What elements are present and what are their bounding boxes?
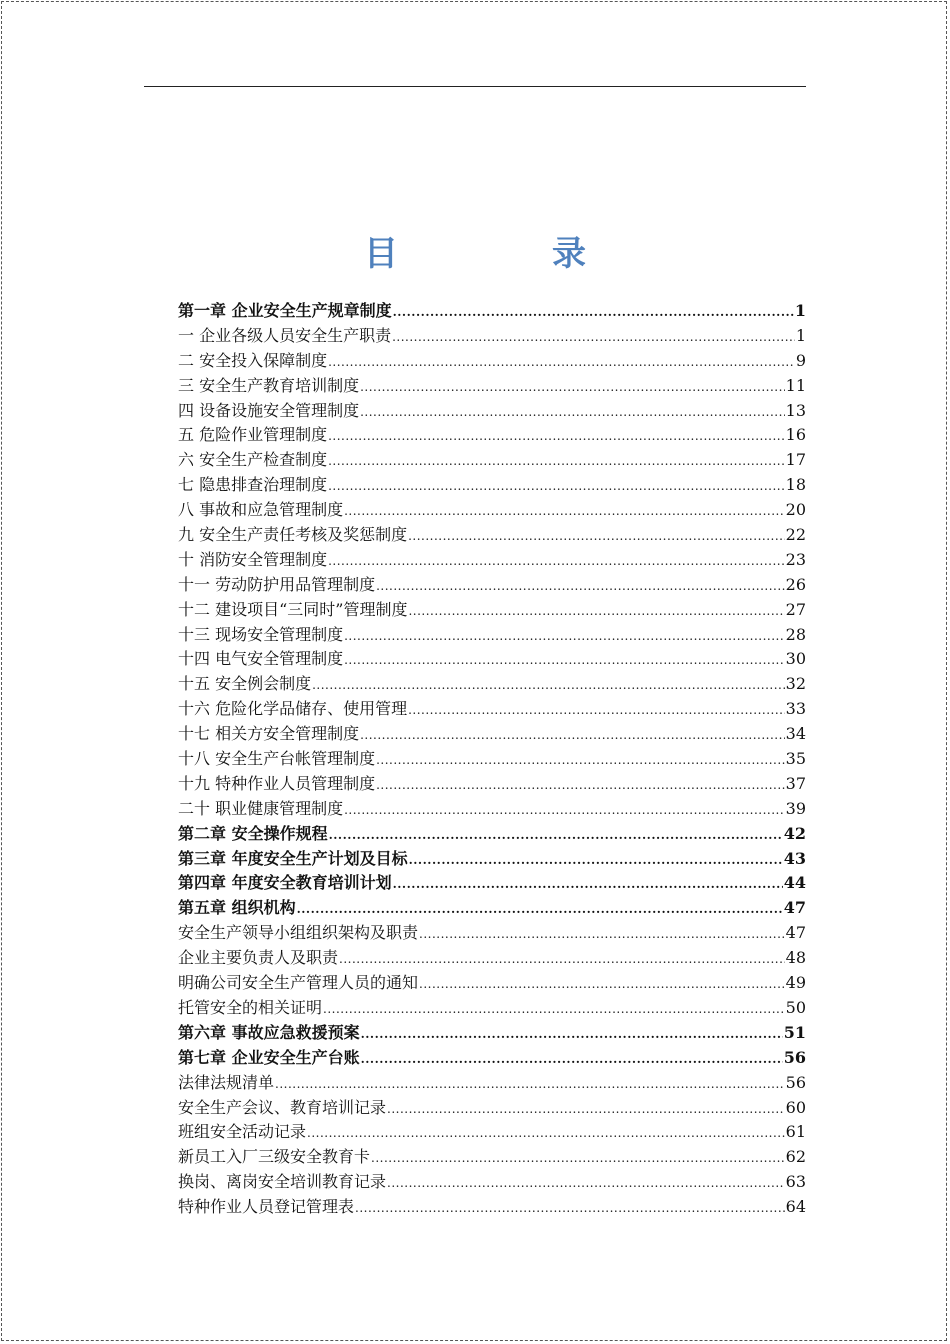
toc-entry-leader: [307, 1121, 785, 1146]
toc-entry[interactable]: [178, 797, 806, 822]
toc-entry-label: 第一章 企业安全生产规章制度: [178, 301, 392, 320]
toc-entry-leader: [312, 673, 785, 698]
toc-entry-label: 安全生产会议、教育培训记录: [178, 1097, 387, 1117]
toc-entry[interactable]: [178, 1021, 806, 1046]
toc-entry-label: 四 设备设施安全管理制度: [178, 400, 360, 420]
header-rule: [144, 86, 806, 87]
toc-entry-leader: [376, 574, 785, 599]
toc-entry-label: 十一 劳动防护用品管理制度: [178, 574, 376, 594]
toc-entry-leader: [361, 1022, 783, 1047]
toc-entry-page: 43: [783, 848, 806, 868]
toc-entry-page: 47: [785, 923, 806, 943]
toc-entry[interactable]: [178, 399, 806, 424]
toc-entry-label: 二 安全投入保障制度: [178, 350, 328, 370]
toc-entry-leader: [344, 499, 785, 524]
toc-entry-label: 明确公司安全生产管理人员的通知: [178, 973, 419, 993]
toc-entry-page: 33: [785, 699, 806, 719]
toc-entry-page: 17: [785, 450, 806, 470]
toc-entry-leader: [329, 823, 783, 848]
toc-entry-leader: [328, 549, 785, 574]
toc-entry-page: 37: [785, 773, 806, 793]
toc-entry-label: 一 企业各级人员安全生产职责: [178, 325, 392, 345]
toc-entry-page: 1: [794, 301, 806, 320]
toc-entry-label: 七 隐患排查治理制度: [178, 475, 328, 495]
toc-entry-leader: [387, 1171, 785, 1196]
toc-entry-label: 十七 相关方安全管理制度: [178, 724, 360, 744]
toc-entry-page: 22: [785, 525, 806, 545]
toc-entry-leader: [323, 997, 785, 1022]
toc-entry-leader: [297, 897, 783, 922]
toc-entry-leader: [344, 648, 785, 673]
toc-entry-leader: [419, 972, 785, 997]
toc-entry[interactable]: [178, 772, 806, 797]
toc-entry-leader: [339, 947, 785, 972]
toc-entry-leader: [409, 848, 783, 873]
toc-entry[interactable]: [178, 548, 806, 573]
toc-entry-page: 16: [785, 425, 806, 445]
toc-entry-leader: [393, 300, 794, 325]
toc-entry-label: 第七章 企业安全生产台账: [178, 1047, 360, 1067]
toc-entry-leader: [408, 698, 785, 723]
toc-entry-label: 十二 建设项目“三同时”管理制度: [178, 599, 408, 619]
toc-entry[interactable]: [178, 324, 806, 349]
toc-entry-page: 47: [783, 898, 806, 918]
toc-entry-leader: [360, 723, 785, 748]
toc-entry-leader: [419, 922, 785, 947]
toc-entry-label: 九 安全生产责任考核及奖惩制度: [178, 525, 408, 545]
toc-entry-page: 20: [785, 500, 806, 520]
toc-entry[interactable]: [178, 623, 806, 648]
toc-entry-page: 56: [783, 1047, 806, 1067]
toc-entry-leader: [328, 424, 785, 449]
toc-entry-label: 十九 特种作业人员管理制度: [178, 773, 376, 793]
toc-entry-page: 18: [785, 475, 806, 495]
toc-entry-page: 56: [785, 1072, 806, 1092]
toc-entry-label: 十六 危险化学品储存、使用管理: [178, 699, 408, 719]
toc-entry-page: 27: [785, 599, 806, 619]
toc-entry-label: 十 消防安全管理制度: [178, 549, 328, 569]
toc-entry[interactable]: [178, 697, 806, 722]
toc-entry-leader: [328, 474, 785, 499]
toc-entry-label: 五 危险作业管理制度: [178, 425, 328, 445]
toc-entry-page: 50: [785, 997, 806, 1017]
toc-entry[interactable]: [178, 1195, 806, 1220]
toc-entry[interactable]: [178, 498, 806, 523]
toc-entry-label: 六 安全生产检查制度: [178, 450, 328, 470]
toc-entry-page: 51: [783, 1022, 806, 1042]
toc-entry-page: 64: [785, 1197, 806, 1217]
toc-entry-leader: [344, 624, 785, 649]
toc-entry-label: 企业主要负责人及职责: [178, 948, 339, 968]
toc-entry-label: 换岗、离岗安全培训教育记录: [178, 1172, 387, 1192]
toc-entry-page: 61: [785, 1122, 806, 1142]
toc-entry-leader: [376, 748, 785, 773]
toc-entry-leader: [376, 773, 785, 798]
toc-entry-label: 第二章 安全操作规程: [178, 823, 328, 843]
toc-entry[interactable]: [178, 374, 806, 399]
toc-entry-label: 十三 现场安全管理制度: [178, 624, 344, 644]
toc-entry[interactable]: [178, 822, 806, 847]
toc-entry-page: 23: [785, 549, 806, 569]
toc-entry-page: 62: [785, 1147, 806, 1167]
toc-entry[interactable]: [178, 647, 806, 672]
toc-entry-leader: [392, 325, 795, 350]
toc-entry-label: 十五 安全例会制度: [178, 674, 312, 694]
toc-entry[interactable]: [178, 349, 806, 374]
toc-entry-label: 第五章 组织机构: [178, 898, 296, 918]
toc-entry[interactable]: [178, 1071, 806, 1096]
toc-entry[interactable]: [178, 747, 806, 772]
toc-entry-page: 35: [785, 749, 806, 769]
toc-entry-page: 26: [785, 574, 806, 594]
toc-entry-label: 二十 职业健康管理制度: [178, 798, 344, 818]
toc-entry-page: 32: [785, 674, 806, 694]
toc-entry-label: 特种作业人员登记管理表: [178, 1197, 355, 1217]
toc-entry-label: 三 安全生产教育培训制度: [178, 375, 360, 395]
toc-entry[interactable]: [178, 672, 806, 697]
toc-entry[interactable]: [178, 573, 806, 598]
toc-entry-label: 第六章 事故应急救援预案: [178, 1022, 360, 1042]
toc-entry-label: 新员工入厂三级安全教育卡: [178, 1147, 371, 1167]
toc-entry[interactable]: [178, 996, 806, 1021]
toc-title: 目 录: [364, 234, 646, 274]
toc-entry-leader: [355, 1196, 785, 1221]
toc-entry[interactable]: [178, 1046, 806, 1071]
toc-entry-label: 托管安全的相关证明: [178, 997, 323, 1017]
toc-entry[interactable]: [178, 473, 806, 498]
toc-entry[interactable]: [178, 1145, 806, 1170]
toc-entry-page: 34: [785, 724, 806, 744]
toc-entry-page: 28: [785, 624, 806, 644]
toc-entry[interactable]: [178, 598, 806, 623]
toc-entry-leader: [408, 524, 785, 549]
toc-entry-leader: [361, 1047, 783, 1072]
toc-entry-leader: [328, 449, 785, 474]
toc-entry-leader: [408, 599, 784, 624]
toc-entry[interactable]: [178, 423, 806, 448]
toc-entry-leader: [393, 872, 783, 897]
toc-entry-page: 60: [785, 1097, 806, 1117]
toc-entry-leader: [387, 1097, 785, 1122]
table-of-contents: [178, 299, 806, 1220]
toc-entry-label: 八 事故和应急管理制度: [178, 500, 344, 520]
toc-entry-label: 十四 电气安全管理制度: [178, 649, 344, 669]
toc-entry-page: 44: [783, 873, 806, 893]
toc-entry-page: 9: [795, 350, 806, 370]
toc-entry-label: 班组安全活动记录: [178, 1122, 307, 1142]
toc-entry[interactable]: [178, 946, 806, 971]
toc-entry[interactable]: [178, 847, 806, 872]
toc-entry[interactable]: [178, 299, 806, 324]
toc-entry-page: 13: [785, 400, 806, 420]
toc-entry-leader: [344, 798, 785, 823]
toc-entry-page: 1: [795, 325, 806, 345]
toc-entry[interactable]: [178, 871, 806, 896]
toc-entry[interactable]: [178, 1170, 806, 1195]
toc-entry[interactable]: [178, 896, 806, 921]
toc-entry[interactable]: [178, 722, 806, 747]
toc-entry-page: 48: [785, 948, 806, 968]
toc-entry-leader: [360, 375, 785, 400]
toc-entry-page: 39: [785, 798, 806, 818]
toc-entry-page: 30: [785, 649, 806, 669]
toc-entry-leader: [328, 350, 795, 375]
toc-entry-leader: [275, 1072, 785, 1097]
toc-entry[interactable]: [178, 1096, 806, 1121]
toc-entry[interactable]: [178, 921, 806, 946]
toc-entry-label: 法律法规清单: [178, 1072, 275, 1092]
toc-entry[interactable]: [178, 523, 806, 548]
toc-entry-label: 第四章 年度安全教育培训计划: [178, 873, 392, 893]
toc-entry-page: 11: [785, 375, 806, 395]
toc-entry-label: 十八 安全生产台帐管理制度: [178, 749, 376, 769]
toc-entry-page: 42: [783, 823, 806, 843]
toc-entry[interactable]: [178, 971, 806, 996]
toc-entry-label: 第三章 年度安全生产计划及目标: [178, 848, 408, 868]
toc-entry[interactable]: [178, 448, 806, 473]
toc-entry-label: 安全生产领导小组组织架构及职责: [178, 923, 419, 943]
toc-entry[interactable]: [178, 1120, 806, 1145]
toc-entry-leader: [371, 1146, 785, 1171]
toc-entry-page: 49: [785, 973, 806, 993]
toc-entry-page: 63: [785, 1172, 806, 1192]
toc-entry-leader: [360, 400, 785, 425]
